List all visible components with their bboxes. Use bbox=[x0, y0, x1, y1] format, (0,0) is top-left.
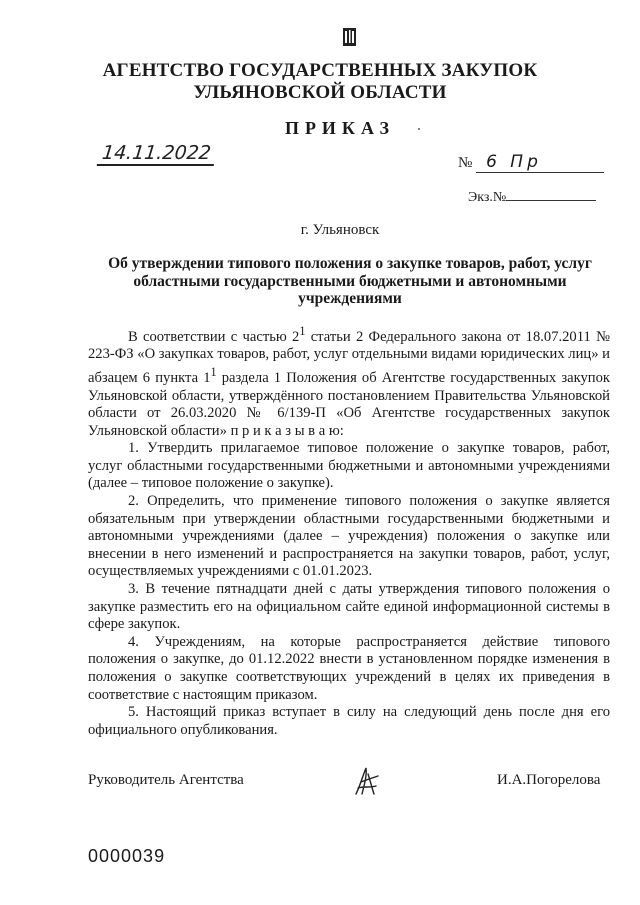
agency-name-line2: УЛЬЯНОВСКОЙ ОБЛАСТИ bbox=[193, 82, 447, 103]
copy-number bbox=[468, 190, 596, 206]
preamble-paragraph bbox=[88, 323, 610, 440]
order-item-5: 5. Настоящий приказ вступает в силу на следующий день после дня его официального опубликования. bbox=[88, 704, 610, 738]
preamble-part1: В соответствии с частью 2 bbox=[128, 328, 300, 345]
order-item-1: 1. Утвердить прилагаемое типовое положение о закупке товаров, работ, услуг областными государственными бюджетными и автономными учреждениями (далее – типовое положение о закупке). bbox=[88, 440, 610, 492]
city: г. Ульяновск bbox=[300, 222, 380, 238]
order-title: ПРИКАЗ bbox=[284, 118, 396, 138]
coat-of-arms-emblem bbox=[343, 28, 356, 46]
subject-line2: областными государственными бюджетными и автономными bbox=[133, 272, 567, 290]
scan-speck bbox=[418, 128, 420, 130]
document-serial-number: 0000039 bbox=[88, 846, 166, 866]
preamble-sup2: 1 bbox=[210, 365, 217, 380]
signer-role: Руководитель Агентства bbox=[88, 772, 244, 788]
order-item-2: 2. Определить, что применение типового положения о закупке является обязательным при утверждении областными государственными бюджетными и автономными учреждениями (далее – учреждения) положения о закупке или внесении в него изменений и распространяется на закупки товаров, работ, услуг, осуществляемых учреждениями с 01.01.2023. bbox=[88, 493, 610, 580]
handwritten-signature-icon bbox=[352, 764, 382, 798]
subject-line1: Об утверждении типового положения о закупке товаров, работ, услуг bbox=[108, 255, 592, 272]
preamble-part3: раздела 1 Положения об Агентстве государственных закупок Ульяновской области, утверждённого постановлением Правительства Ульяновской области от 26.03.2020 № 6/139-П «Об Агентстве государственных закупок Ульяновской области» bbox=[88, 369, 610, 439]
agency-name-line1: АГЕНТСТВО ГОСУДАРСТВЕННЫХ ЗАКУПОК bbox=[102, 60, 538, 81]
copy-number-label: Экз.№ bbox=[468, 190, 507, 205]
preamble-sup1: 1 bbox=[299, 324, 306, 338]
order-item-3: 3. В течение пятнадцати дней с даты утверждения типового положения о закупке разместить его на официальном сайте единой информационной системы в сфере закупок. bbox=[88, 581, 610, 633]
preamble-part2: статьи 2 Федерального закона от 18.07.2011 № 223-ФЗ «О закупках товаров, работ, услуг отдельными видами юридических лиц» и абзацем 6 пункта 1 bbox=[88, 328, 610, 386]
agency-name bbox=[40, 60, 600, 104]
handwritten-date: 14.11.2022 bbox=[97, 142, 216, 166]
order-number-handwritten: 6 Пр bbox=[476, 152, 604, 173]
order-item-4: 4. Учреждениям, на которые распространяется действие типового положения о закупке, до 01.12.2022 внести в установленном порядке изменения в положения о закупке соответствующих учреждений в целях их приведения в соответствие с настоящим приказом. bbox=[88, 633, 610, 703]
order-subject bbox=[100, 255, 600, 308]
subject-line3: учреждениями bbox=[298, 290, 402, 307]
order-number-label: № bbox=[458, 155, 473, 171]
copy-number-blank bbox=[506, 200, 596, 201]
signer-name: И.А.Погорелова bbox=[497, 772, 601, 788]
order-number bbox=[458, 152, 604, 173]
preamble-command: п р и к а з ы в а ю: bbox=[230, 422, 344, 439]
order-body bbox=[88, 323, 610, 739]
